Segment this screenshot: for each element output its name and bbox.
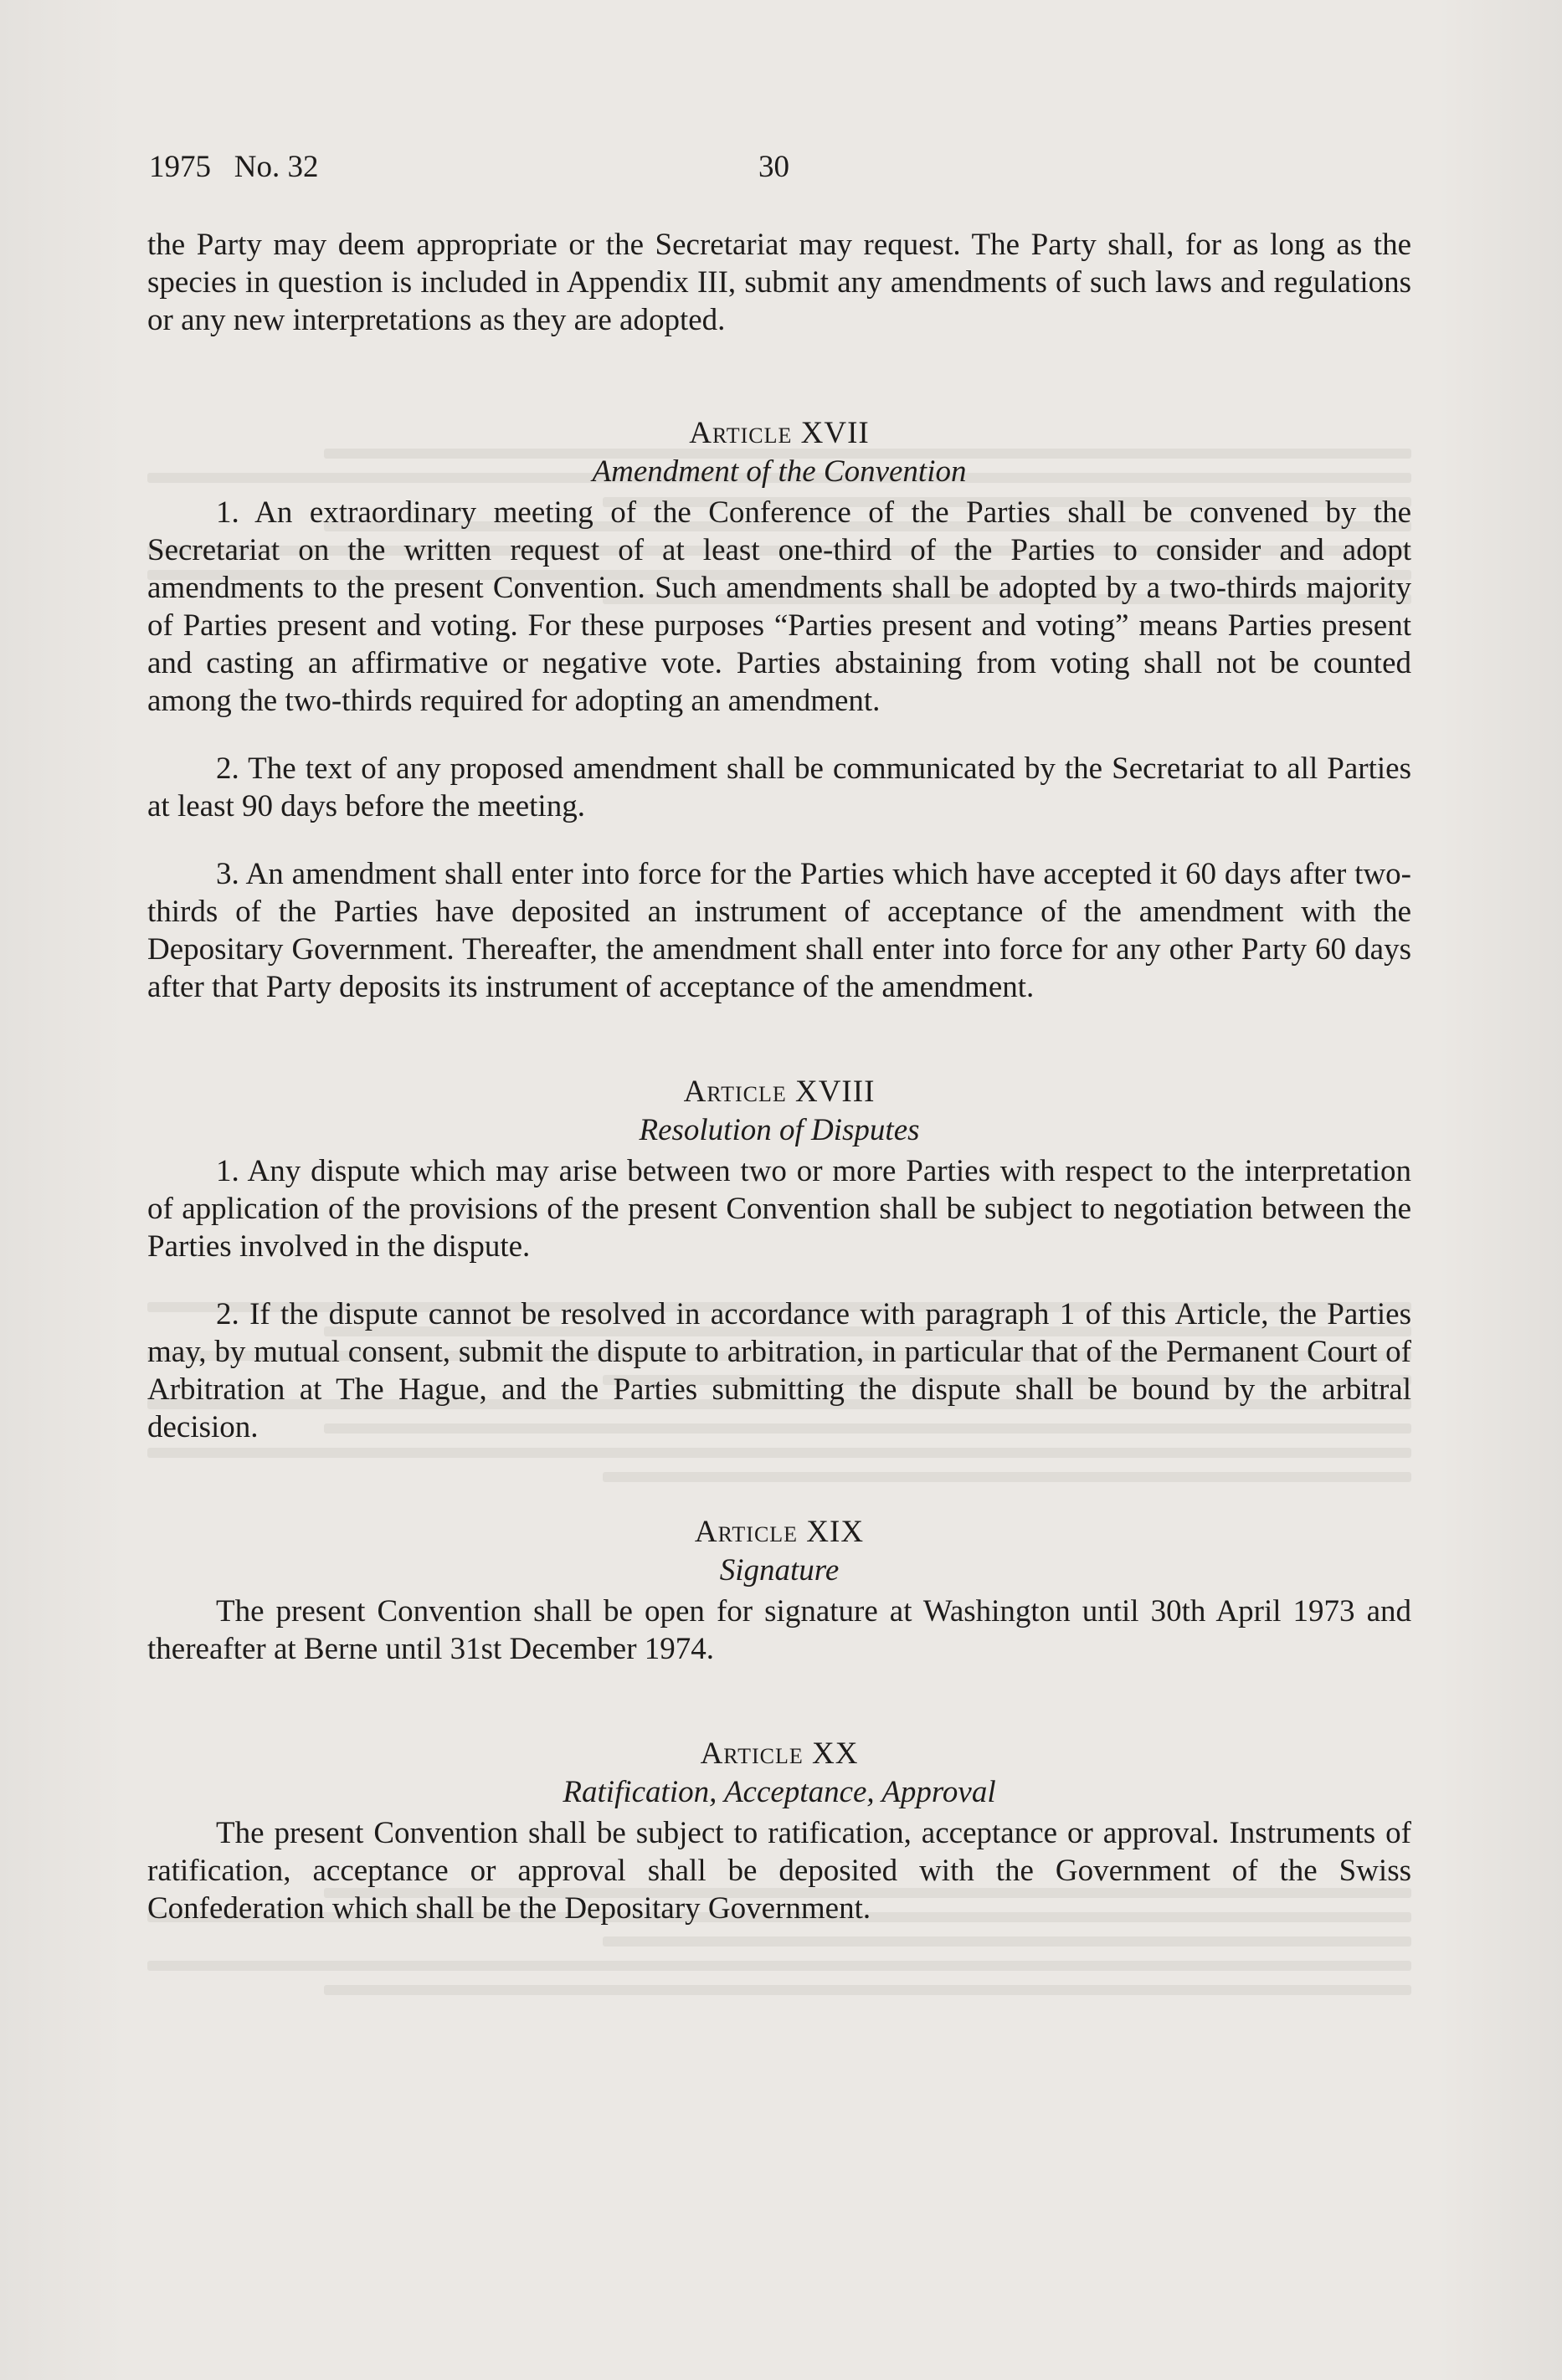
article-paragraph: The present Convention shall be open for signature at Washington until 30th April 1973 and thereafter at Berne until 31st December 1974. (147, 1594, 1411, 1666)
article-paragraph: 3. An amendment shall enter into force for the Parties which have accepted it 60 days after two-thirds of the Parties have deposited an instrument of acceptance of the amendment with the Depositary Government. Thereafter, the amendment shall enter into force for any other Party 60 days after that Party deposits its instrument of acceptance of the amendment. (147, 857, 1411, 1004)
page-number: 30 (758, 150, 789, 184)
article-paragraph: 2. The text of any proposed amendment shall be communicated by the Secretariat to all Parties at least 90 days before the meeting. (147, 751, 1411, 823)
article-heading: Article XX (700, 1736, 859, 1771)
article-subtitle: Ratification, Acceptance, Approval (563, 1775, 996, 1809)
article-paragraph: 1. An extraordinary meeting of the Conference of the Parties shall be convened by the Secretariat on the written request of at least one-third of the Parties to consider and adopt amendments to the present Convention. Such amendments shall be adopted by a two-thirds majority of Parties present and voting. For these purposes “Parties present and voting” means Parties present and casting an affirmative or negative vote. Parties abstaining from voting shall not be counted among the two-thirds required for adopting an amendment. (147, 495, 1411, 718)
statute-reference: 1975 No. 32 (149, 150, 319, 184)
article-paragraph: The present Convention shall be subject to ratification, acceptance or approval. Instruments of ratification, acceptance or approval shall be deposited with the Government of the Swiss Confederation which shall be the Depositary Government. (147, 1816, 1411, 1926)
opening-paragraph: the Party may deem appropriate or the Secretariat may request. The Party shall, for as long as the species in question is included in Appendix III, submit any amendments of such laws and regulations or any new interpretations as they are adopted. (147, 228, 1411, 337)
article-heading: Article XIX (694, 1515, 865, 1549)
article-heading: Article XVIII (683, 1075, 876, 1109)
document-body (147, 226, 1411, 1927)
article-heading: Article XVII (689, 416, 870, 450)
article-subtitle: Resolution of Disputes (639, 1113, 920, 1147)
article-subtitle: Amendment of the Convention (592, 454, 967, 489)
page-header (149, 142, 1413, 192)
article-paragraph: 2. If the dispute cannot be resolved in accordance with paragraph 1 of this Article, the Parties may, by mutual consent, submit the dispute to arbitration, in particular that of the Permanent Court of Arbitration at The Hague, and the Parties submitting the dispute shall be bound by the arbitral decision. (147, 1297, 1411, 1444)
article-paragraph: 1. Any dispute which may arise between two or more Parties with respect to the interpretation of application of the provisions of the present Convention shall be subject to negotiation between the Parties involved in the dispute. (147, 1154, 1411, 1264)
article-subtitle: Signature (719, 1553, 840, 1588)
